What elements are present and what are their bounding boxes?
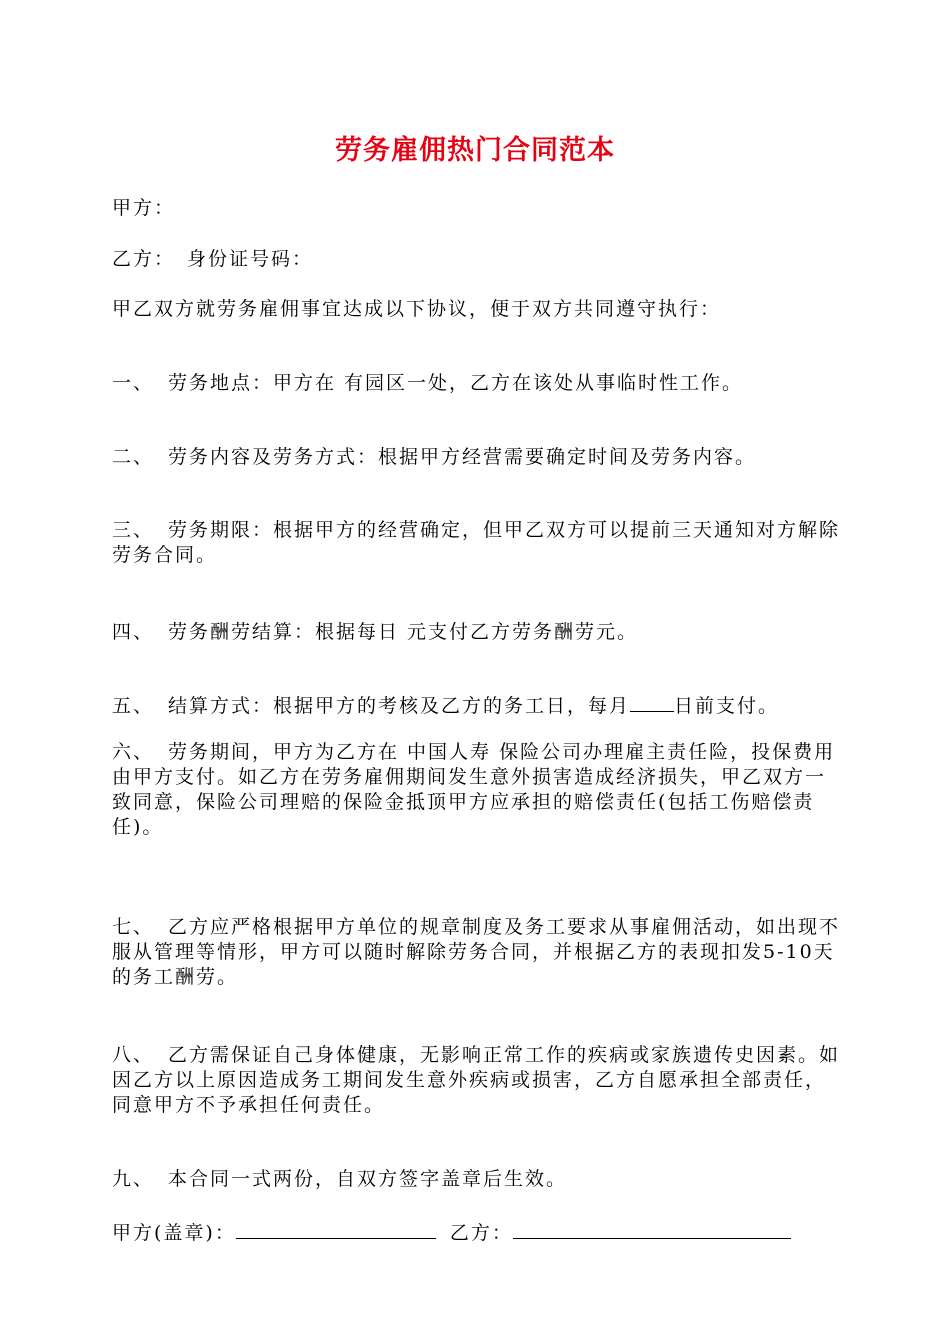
- party-b-signature-blank: [513, 1218, 791, 1239]
- clause-number: 九、: [112, 1168, 155, 1190]
- clause-1: [112, 371, 842, 396]
- day-blank: [630, 693, 674, 712]
- party-b-sign-label: 乙方：: [449, 1222, 513, 1244]
- clause-number: 四、: [112, 621, 155, 643]
- clause-8: [112, 1043, 842, 1118]
- clause-number: 五、: [112, 695, 155, 717]
- party-a-label: 甲方：: [112, 197, 176, 219]
- clause-2: [112, 445, 842, 470]
- party-a-line: [112, 196, 842, 221]
- clause-text-end: 日前支付。: [674, 695, 780, 717]
- clause-text: 结算方式：根据甲方的考核及乙方的务工日，每月: [168, 695, 631, 717]
- clause-text: 劳务期限：根据甲方的经营确定，但甲乙双方可以提前三天通知对方解除劳务合同。: [112, 519, 841, 566]
- clause-text: 劳务地点：甲方在 有园区一处，乙方在该处从事临时性工作。: [168, 372, 744, 394]
- party-b-label: 乙方：: [112, 248, 176, 270]
- party-a-seal-label: 甲方(盖章)：: [112, 1222, 236, 1244]
- clause-3: [112, 518, 842, 568]
- party-b-line: [112, 247, 842, 272]
- clause-text: 乙方应严格根据甲方单位的规章制度及务工要求从事雇佣活动，如出现不服从管理等情形，甲方可以随时解除劳务合同，并根据乙方的表现扣发5-10天的务工酬劳。: [112, 916, 841, 988]
- clause-5: [112, 693, 842, 719]
- clause-number: 六、: [112, 741, 155, 763]
- party-a-signature-blank: [236, 1218, 436, 1239]
- intro-paragraph: 甲乙双方就劳务雇佣事宜达成以下协议，便于双方共同遵守执行：: [112, 298, 722, 320]
- clause-text: 本合同一式两份，自双方签字盖章后生效。: [168, 1168, 568, 1190]
- clause-number: 一、: [112, 372, 155, 394]
- clause-6: [112, 740, 842, 840]
- clause-text: 劳务酬劳结算：根据每日 元支付乙方劳务酬劳元。: [168, 621, 639, 643]
- id-number-label: 身份证号码：: [187, 248, 314, 270]
- clause-text: 劳务内容及劳务方式：根据甲方经营需要确定时间及劳务内容。: [168, 446, 757, 468]
- clause-4: [112, 620, 842, 645]
- signature-line: [112, 1218, 842, 1246]
- clause-number: 三、: [112, 519, 155, 541]
- clause-9: [112, 1167, 842, 1192]
- clause-number: 八、: [112, 1044, 155, 1066]
- clause-number: 七、: [112, 916, 155, 938]
- clause-text: 劳务期间，甲方为乙方在 中国人寿 保险公司办理雇主责任险，投保费用由甲方支付。如乙方在劳务雇佣期间发生意外损害造成经济损失，甲乙双方一致同意，保险公司理赔的保险金抵顶甲方应承担的赔偿责任(包括工伤赔偿责任)。: [112, 741, 836, 838]
- clause-7: [112, 915, 842, 990]
- document-title: 劳务雇佣热门合同范本: [335, 135, 615, 166]
- clause-text: 乙方需保证自己身体健康，无影响正常工作的疾病或家族遗传史因素。如因乙方以上原因造成务工期间发生意外疾病或损害，乙方自愿承担全部责任，同意甲方不予承担任何责任。: [112, 1044, 841, 1116]
- clause-number: 二、: [112, 446, 155, 468]
